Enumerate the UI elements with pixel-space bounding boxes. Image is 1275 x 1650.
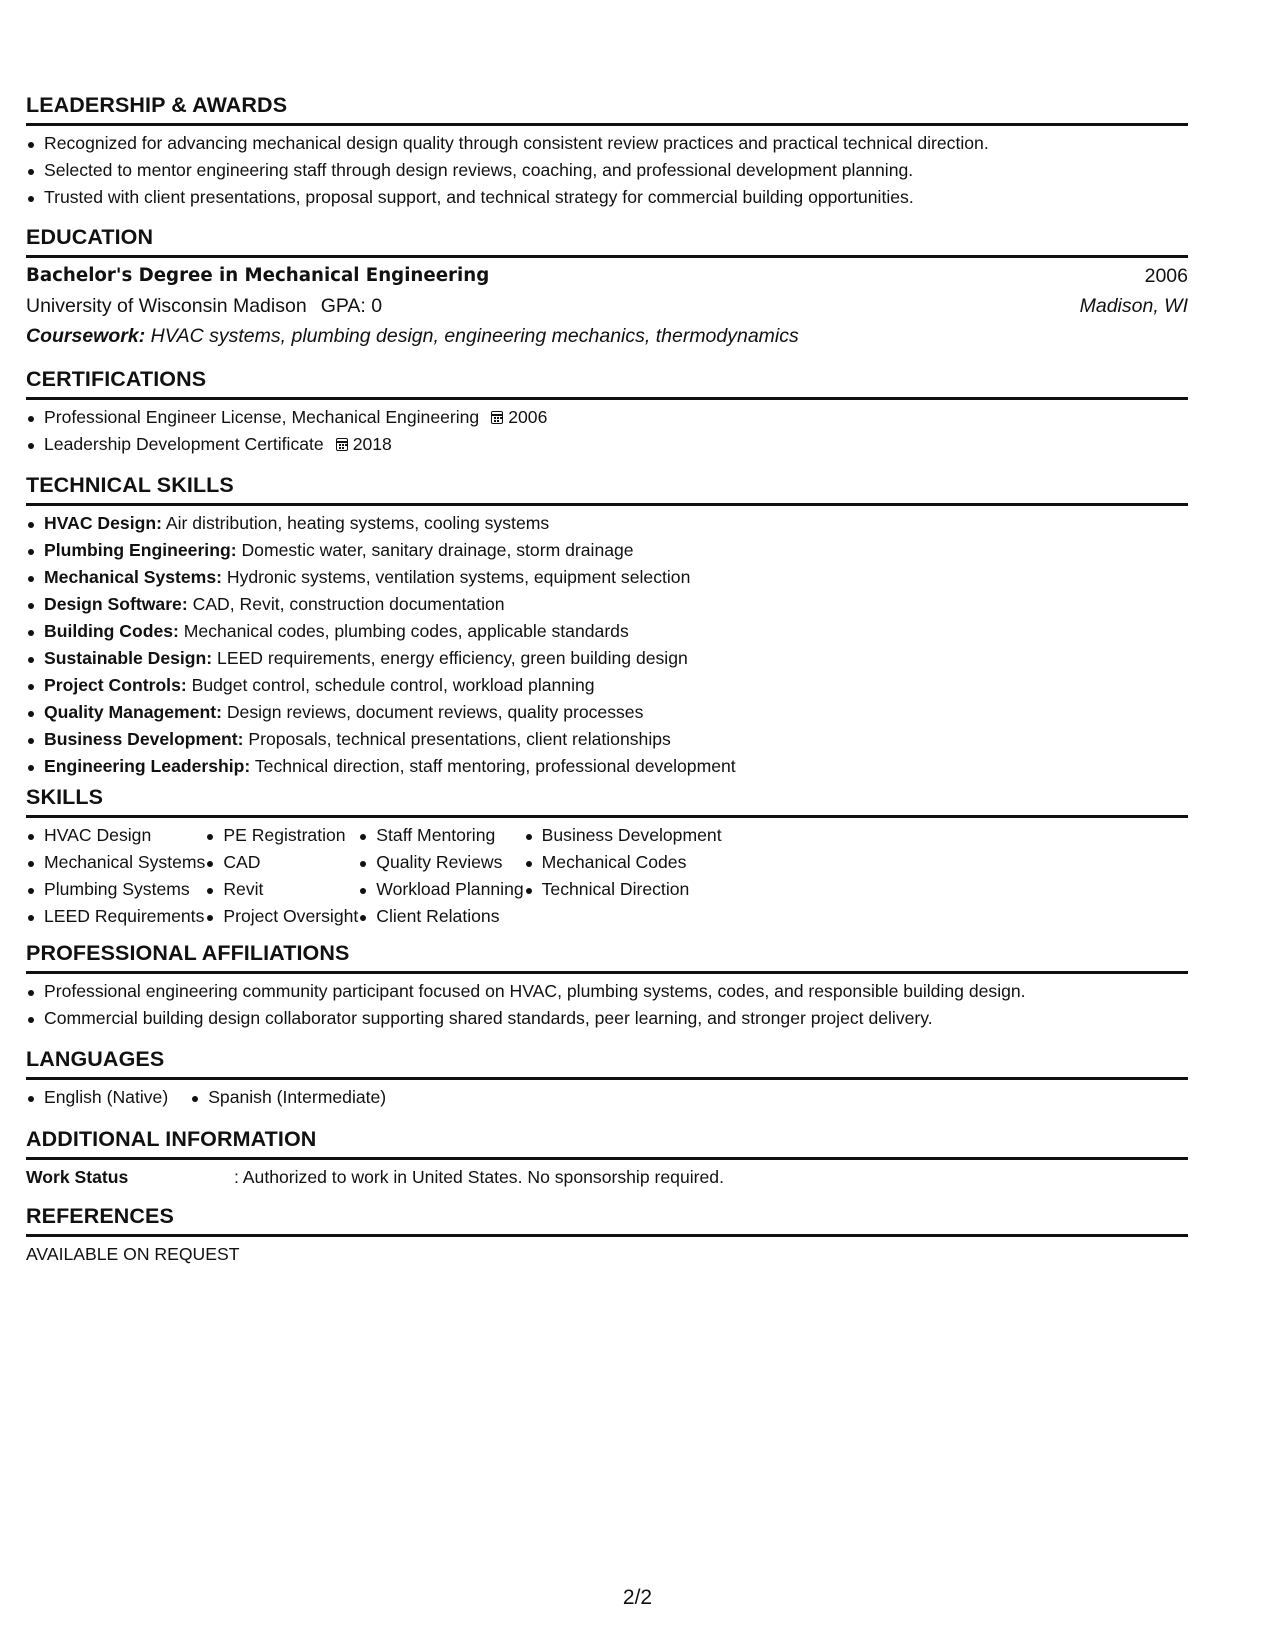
calendar-icon	[491, 411, 503, 424]
certification-name: Leadership Development Certificate	[44, 434, 324, 454]
skill-text: Air distribution, heating systems, cooling systems	[165, 513, 550, 533]
skills-column	[524, 822, 722, 930]
affiliations-section	[26, 940, 1188, 1032]
skill-text: LEED requirements, energy efficiency, green building design	[217, 648, 688, 668]
skills-column	[26, 822, 205, 930]
education-degree-row	[26, 261, 1188, 291]
list-item: Mechanical Codes	[524, 849, 722, 876]
list-item: Business Development	[524, 822, 722, 849]
list-item	[26, 404, 1188, 431]
list-item	[26, 726, 1188, 753]
list-item: English (Native)	[26, 1084, 168, 1111]
education-location: Madison, WI	[1079, 295, 1188, 317]
list-item	[26, 699, 1188, 726]
list-item	[26, 431, 1188, 458]
section-title-education: EDUCATION	[26, 224, 1188, 258]
skill-label: Sustainable Design:	[44, 648, 213, 668]
leadership-list	[26, 130, 1188, 211]
list-item: Mechanical Systems	[26, 849, 205, 876]
skill-label: Mechanical Systems:	[44, 567, 222, 587]
list-item: Client Relations	[358, 903, 523, 930]
list-item: Quality Reviews	[358, 849, 523, 876]
list-item: Selected to mentor engineering staff through design reviews, coaching, and professional development planning.	[26, 157, 1188, 184]
page-number: 2/2	[622, 1586, 653, 1609]
education-school-row	[26, 291, 1188, 321]
list-item: Revit	[205, 876, 358, 903]
references-text: AVAILABLE ON REQUEST	[26, 1244, 240, 1264]
list-item	[26, 510, 1188, 537]
skills-grid	[26, 822, 1188, 930]
education-coursework	[26, 321, 1188, 351]
certifications-list	[26, 404, 1188, 458]
coursework-text: HVAC systems, plumbing design, engineering mechanics, thermodynamics	[150, 325, 799, 347]
list-item	[26, 753, 1188, 780]
education-gpa: GPA: 0	[320, 295, 383, 317]
section-title-technical-skills: TECHNICAL SKILLS	[26, 472, 1188, 506]
skill-text: CAD, Revit, construction documentation	[192, 594, 505, 614]
list-item: Trusted with client presentations, proposal support, and technical strategy for commercial building opportunities.	[26, 184, 1188, 211]
list-item: Technical Direction	[524, 876, 722, 903]
languages-list	[26, 1084, 1188, 1111]
skill-label: Project Controls:	[44, 675, 187, 695]
education-year: 2006	[1144, 265, 1188, 287]
skill-text: Proposals, technical presentations, client relationships	[248, 729, 671, 749]
skill-text: Hydronic systems, ventilation systems, equipment selection	[226, 567, 691, 587]
skill-text: Design reviews, document reviews, quality processes	[226, 702, 644, 722]
skills-column	[358, 822, 523, 930]
skill-text: Budget control, schedule control, workload planning	[191, 675, 595, 695]
list-item	[26, 672, 1188, 699]
education-school: University of Wisconsin Madison	[26, 295, 307, 317]
education-section	[26, 224, 1188, 351]
skill-label: Design Software:	[44, 594, 188, 614]
coursework-label: Coursework:	[26, 325, 146, 347]
list-item: CAD	[205, 849, 358, 876]
section-title-languages: LANGUAGES	[26, 1046, 1188, 1080]
list-item: Staff Mentoring	[358, 822, 523, 849]
skill-label: Building Codes:	[44, 621, 179, 641]
list-item: Commercial building design collaborator supporting shared standards, peer learning, and stronger project delivery.	[26, 1005, 1188, 1032]
additional-info-section	[26, 1126, 1188, 1191]
technical-skills-list	[26, 510, 1188, 780]
education-degree: Bachelor's Degree in Mechanical Engineering	[26, 265, 490, 286]
section-title-additional-info: ADDITIONAL INFORMATION	[26, 1126, 1188, 1160]
skill-label: Plumbing Engineering:	[44, 540, 237, 560]
certification-name: Professional Engineer License, Mechanical Engineering	[44, 407, 480, 427]
list-item	[26, 618, 1188, 645]
work-status-row	[26, 1164, 1188, 1191]
leadership-section	[26, 92, 1188, 211]
technical-skills-section	[26, 472, 1188, 780]
list-item: Workload Planning	[358, 876, 523, 903]
skill-label: Business Development:	[44, 729, 244, 749]
list-item	[26, 645, 1188, 672]
skills-column	[205, 822, 358, 930]
references-section	[26, 1203, 1188, 1268]
certification-year: 2018	[352, 434, 392, 454]
languages-section	[26, 1046, 1188, 1111]
list-item: Professional engineering community participant focused on HVAC, plumbing systems, codes, and responsible building design.	[26, 978, 1188, 1005]
list-item: Project Oversight	[205, 903, 358, 930]
list-item: Recognized for advancing mechanical design quality through consistent review practices and practical technical direction.	[26, 130, 1188, 157]
list-item: Spanish (Intermediate)	[190, 1084, 386, 1111]
skill-text: Domestic water, sanitary drainage, storm drainage	[241, 540, 634, 560]
work-status-label: Work Status	[26, 1167, 129, 1187]
list-item: PE Registration	[205, 822, 358, 849]
list-item	[26, 564, 1188, 591]
work-status-value: : Authorized to work in United States. No sponsorship required.	[234, 1167, 724, 1187]
section-title-affiliations: PROFESSIONAL AFFILIATIONS	[26, 940, 1188, 974]
skill-label: Quality Management:	[44, 702, 222, 722]
certification-year: 2006	[508, 407, 548, 427]
section-title-skills: SKILLS	[26, 784, 1188, 818]
skill-label: HVAC Design:	[44, 513, 162, 533]
skill-label: Engineering Leadership:	[44, 756, 251, 776]
section-title-certifications: CERTIFICATIONS	[26, 366, 1188, 400]
section-title-leadership: LEADERSHIP & AWARDS	[26, 92, 1188, 126]
list-item	[26, 591, 1188, 618]
skill-text: Technical direction, staff mentoring, professional development	[254, 756, 736, 776]
list-item: LEED Requirements	[26, 903, 205, 930]
skill-text: Mechanical codes, plumbing codes, applicable standards	[183, 621, 629, 641]
list-item: Plumbing Systems	[26, 876, 205, 903]
list-item	[26, 537, 1188, 564]
section-title-references: REFERENCES	[26, 1203, 1188, 1237]
skills-section	[26, 784, 1188, 930]
certifications-section	[26, 366, 1188, 458]
list-item: HVAC Design	[26, 822, 205, 849]
calendar-icon	[336, 438, 348, 451]
affiliations-list	[26, 978, 1188, 1032]
